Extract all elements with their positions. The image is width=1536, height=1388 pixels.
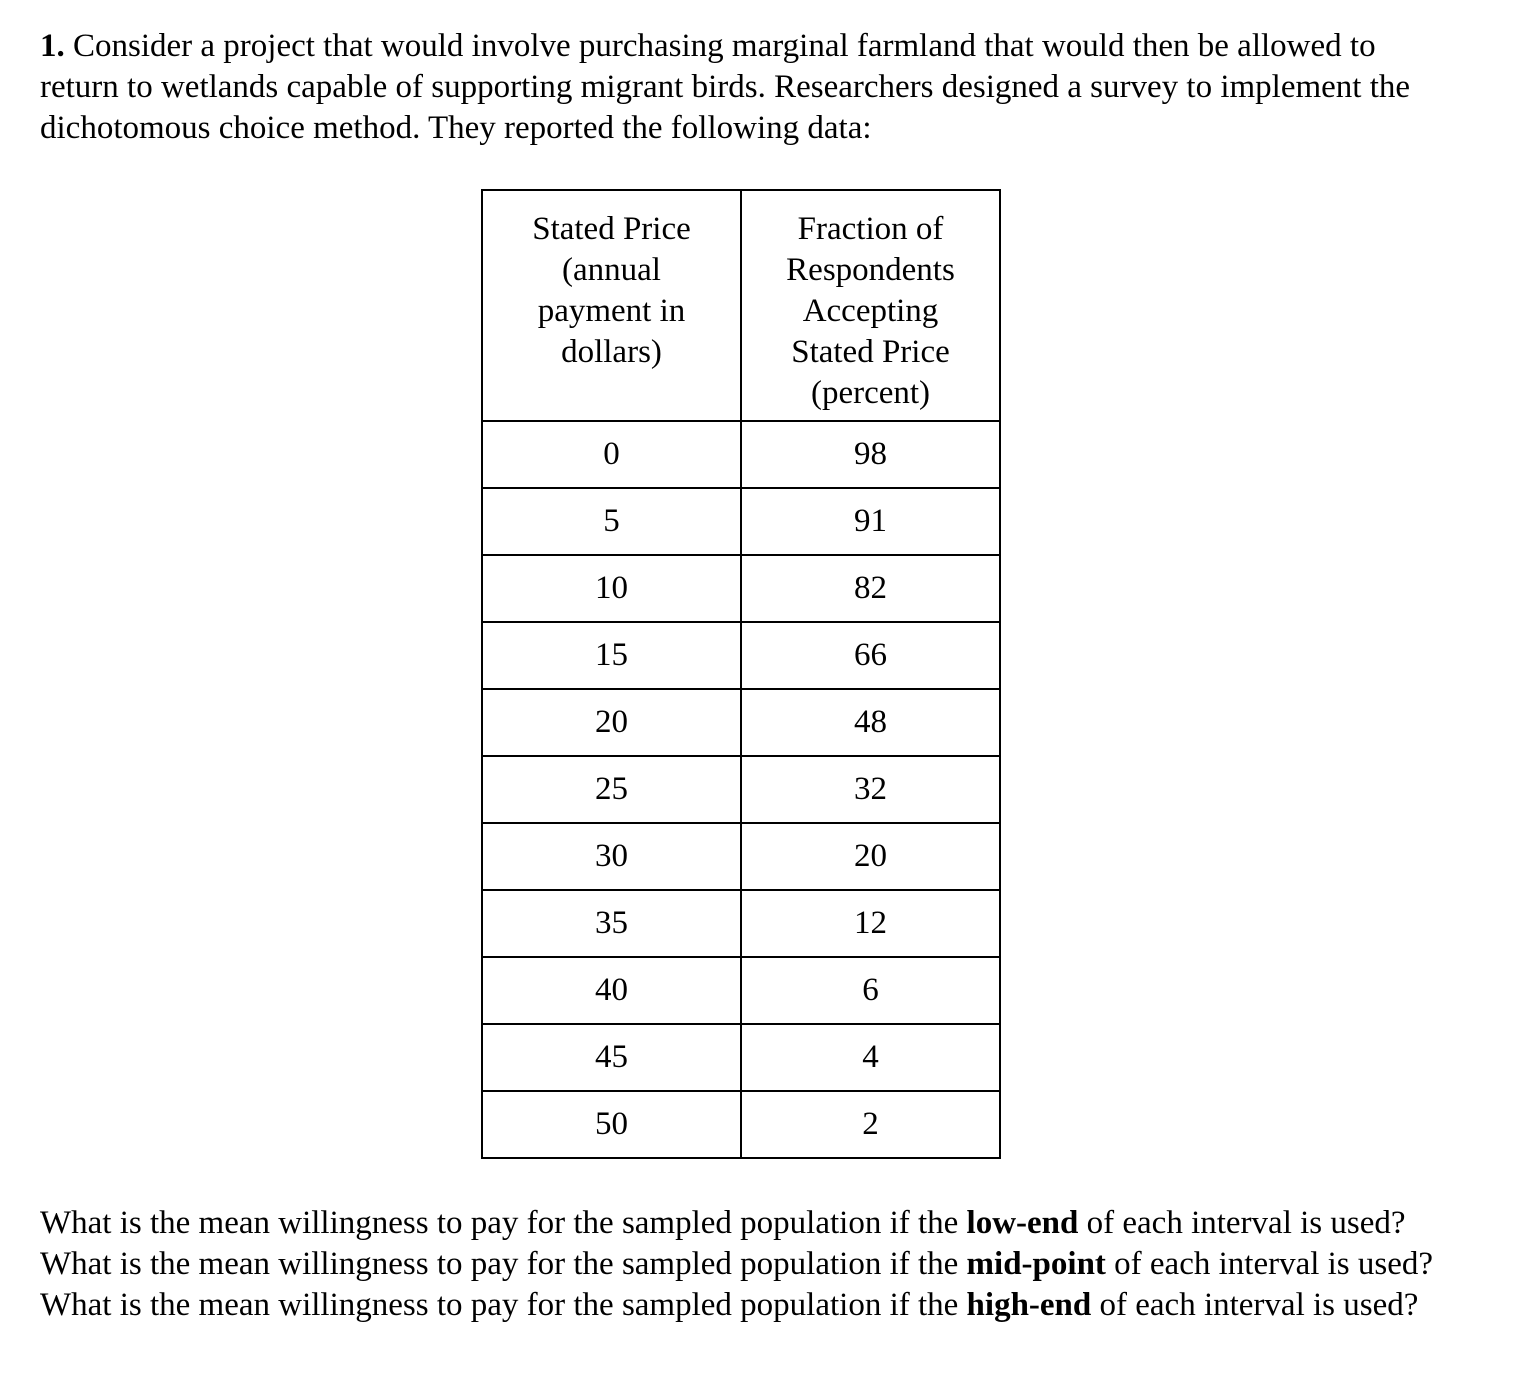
percent-cell: 66 — [741, 622, 1000, 689]
table-row — [482, 1091, 1000, 1158]
price-cell: 10 — [482, 555, 741, 622]
header-line: Stated Price — [532, 211, 691, 247]
table-row — [482, 622, 1000, 689]
table-row — [482, 1024, 1000, 1091]
percent-cell: 12 — [741, 890, 1000, 957]
price-cell: 40 — [482, 957, 741, 1024]
price-cell: 25 — [482, 756, 741, 823]
intro-text: Consider a project that would involve purchasing marginal farmland that would then be allowed to return to wetlands capable of supporting migrant birds. Researchers designed a survey to implement the dichotomous choice method. They reported the following data: — [40, 28, 1411, 146]
table-row — [482, 890, 1000, 957]
price-cell: 45 — [482, 1024, 741, 1091]
table-row — [482, 488, 1000, 555]
header-line: Stated Price — [791, 334, 950, 370]
table-row — [482, 756, 1000, 823]
header-line: Respondents — [786, 252, 955, 288]
table-row — [482, 689, 1000, 756]
header-line: (percent) — [810, 375, 931, 411]
table-row — [482, 957, 1000, 1024]
percent-cell: 98 — [741, 421, 1000, 488]
followup-text-2: of each interval is used? What is the mean willingness to pay for the sampled population if the — [40, 1205, 1406, 1282]
price-cell: 35 — [482, 890, 741, 957]
header-line: payment in — [537, 293, 686, 329]
header-line: (annual — [562, 252, 661, 288]
percent-cell: 20 — [741, 823, 1000, 890]
table-row — [482, 823, 1000, 890]
question-followup — [40, 1203, 1460, 1326]
followup-text-1: What is the mean willingness to pay for the sampled population if the — [40, 1205, 967, 1241]
question-intro — [40, 26, 1460, 149]
price-cell: 5 — [482, 488, 741, 555]
price-cell: 50 — [482, 1091, 741, 1158]
header-line: Accepting — [802, 293, 939, 329]
table-header-row — [482, 190, 1000, 421]
price-cell: 30 — [482, 823, 741, 890]
emphasis-high-end: high-end — [966, 1287, 1092, 1323]
percent-cell: 4 — [741, 1024, 1000, 1091]
percent-cell: 91 — [741, 488, 1000, 555]
header-line: dollars) — [561, 334, 662, 370]
table-row — [482, 421, 1000, 488]
price-cell: 0 — [482, 421, 741, 488]
followup-text-4: of each interval is used? — [1091, 1287, 1419, 1323]
header-line: Fraction of — [797, 211, 944, 247]
price-cell: 15 — [482, 622, 741, 689]
emphasis-low-end: low-end — [966, 1205, 1079, 1241]
percent-cell: 82 — [741, 555, 1000, 622]
percent-cell: 48 — [741, 689, 1000, 756]
header-fraction-accepting — [741, 190, 1000, 421]
followup-text-3: of each interval is used? What is the mean willingness to pay for the sampled population if the — [40, 1246, 1434, 1323]
table-row — [482, 555, 1000, 622]
price-cell: 20 — [482, 689, 741, 756]
percent-cell: 6 — [741, 957, 1000, 1024]
question-number: 1. — [40, 28, 65, 64]
header-stated-price — [482, 190, 741, 421]
emphasis-mid-point: mid-point — [966, 1246, 1106, 1282]
percent-cell: 32 — [741, 756, 1000, 823]
survey-data-table — [481, 189, 1001, 1159]
percent-cell: 2 — [741, 1091, 1000, 1158]
